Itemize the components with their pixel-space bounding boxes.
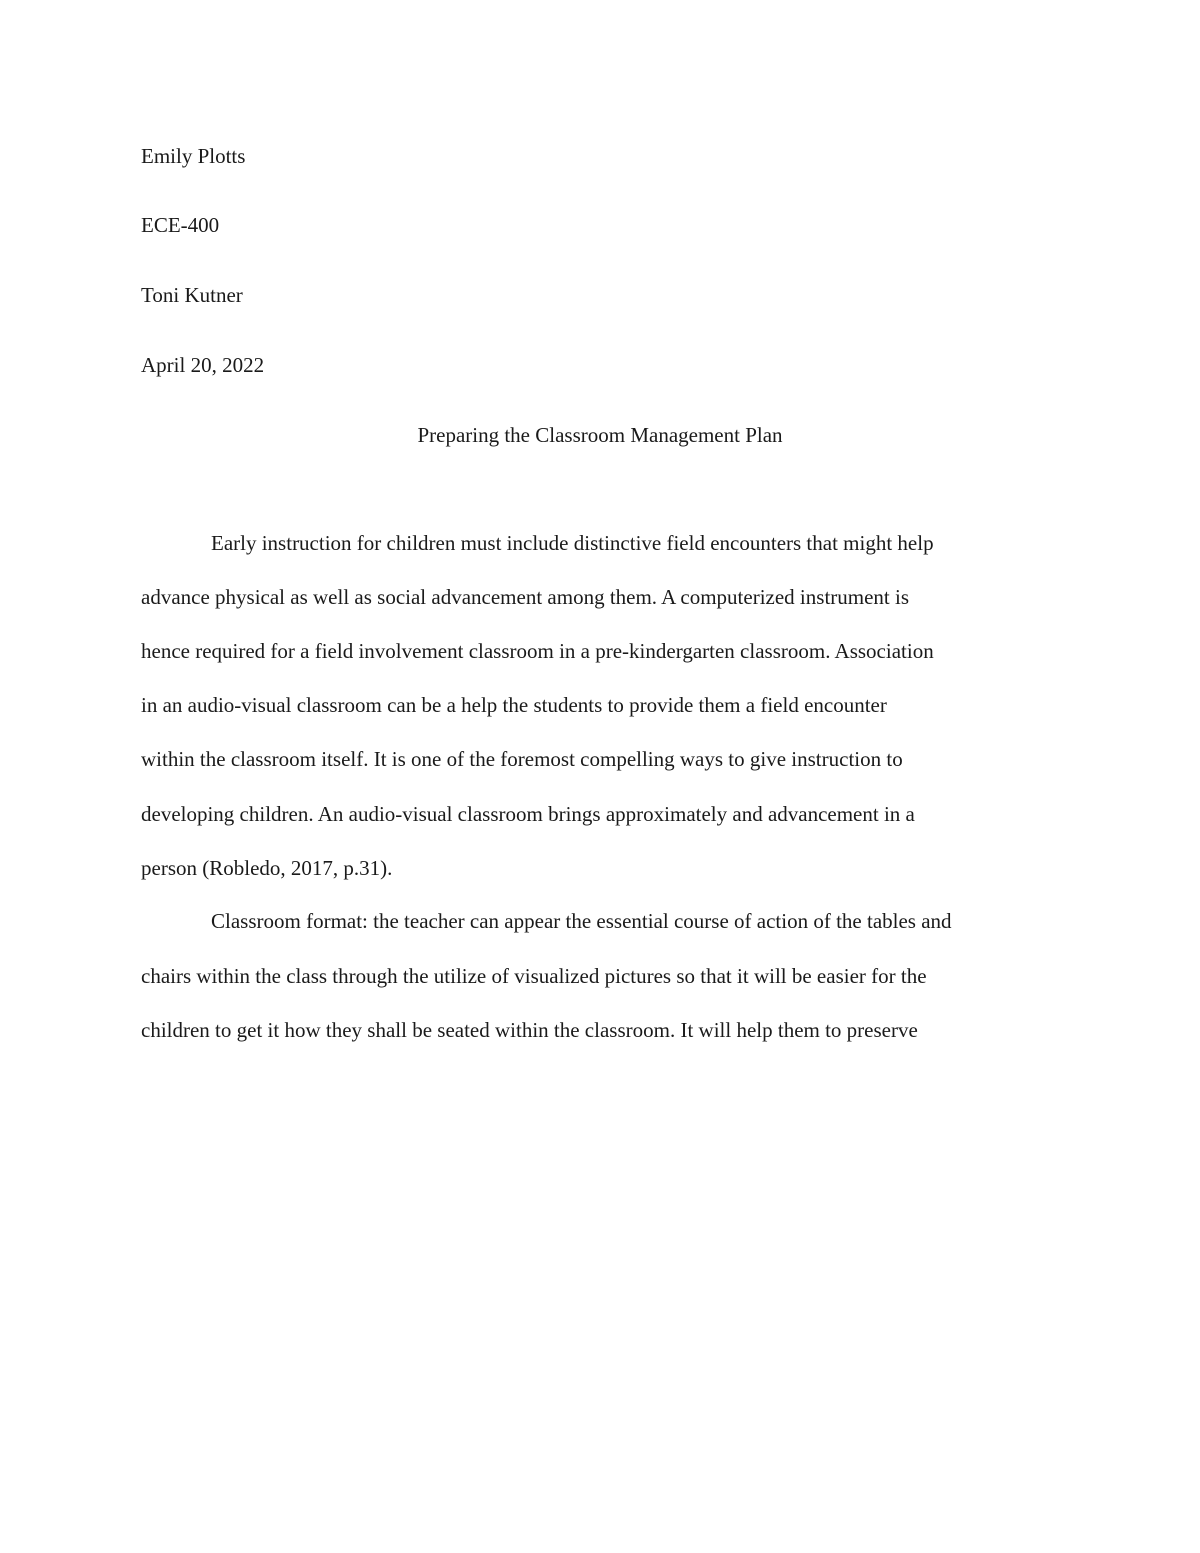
paragraph-line: Early instruction for children must include distinctive field encounters that might help bbox=[211, 531, 934, 555]
paragraph-line: person (Robledo, 2017, p.31). bbox=[141, 856, 393, 880]
paragraph-line: chairs within the class through the utilize of visualized pictures so that it will be easier for the bbox=[141, 964, 927, 988]
paragraph-line: children to get it how they shall be seated within the classroom. It will help them to preserve bbox=[141, 1018, 918, 1042]
author-name: Emily Plotts bbox=[141, 144, 246, 168]
paragraph-line: developing children. An audio-visual classroom brings approximately and advancement in a bbox=[141, 802, 915, 826]
paragraph-line: advance physical as well as social advancement among them. A computerized instrument is bbox=[141, 585, 910, 609]
document-date: April 20, 2022 bbox=[141, 353, 265, 377]
paragraph-line: in an audio-visual classroom can be a help the students to provide them a field encounter bbox=[141, 693, 887, 717]
paragraph-line: Classroom format: the teacher can appear the essential course of action of the tables and bbox=[211, 909, 952, 933]
document-title: Preparing the Classroom Management Plan bbox=[417, 423, 783, 447]
instructor-name: Toni Kutner bbox=[141, 283, 243, 307]
paragraph-line: within the classroom itself. It is one of the foremost compelling ways to give instruction to bbox=[141, 747, 903, 771]
course-code: ECE-400 bbox=[141, 213, 220, 237]
paragraph-line: hence required for a field involvement classroom in a pre-kindergarten classroom. Association bbox=[141, 639, 934, 663]
